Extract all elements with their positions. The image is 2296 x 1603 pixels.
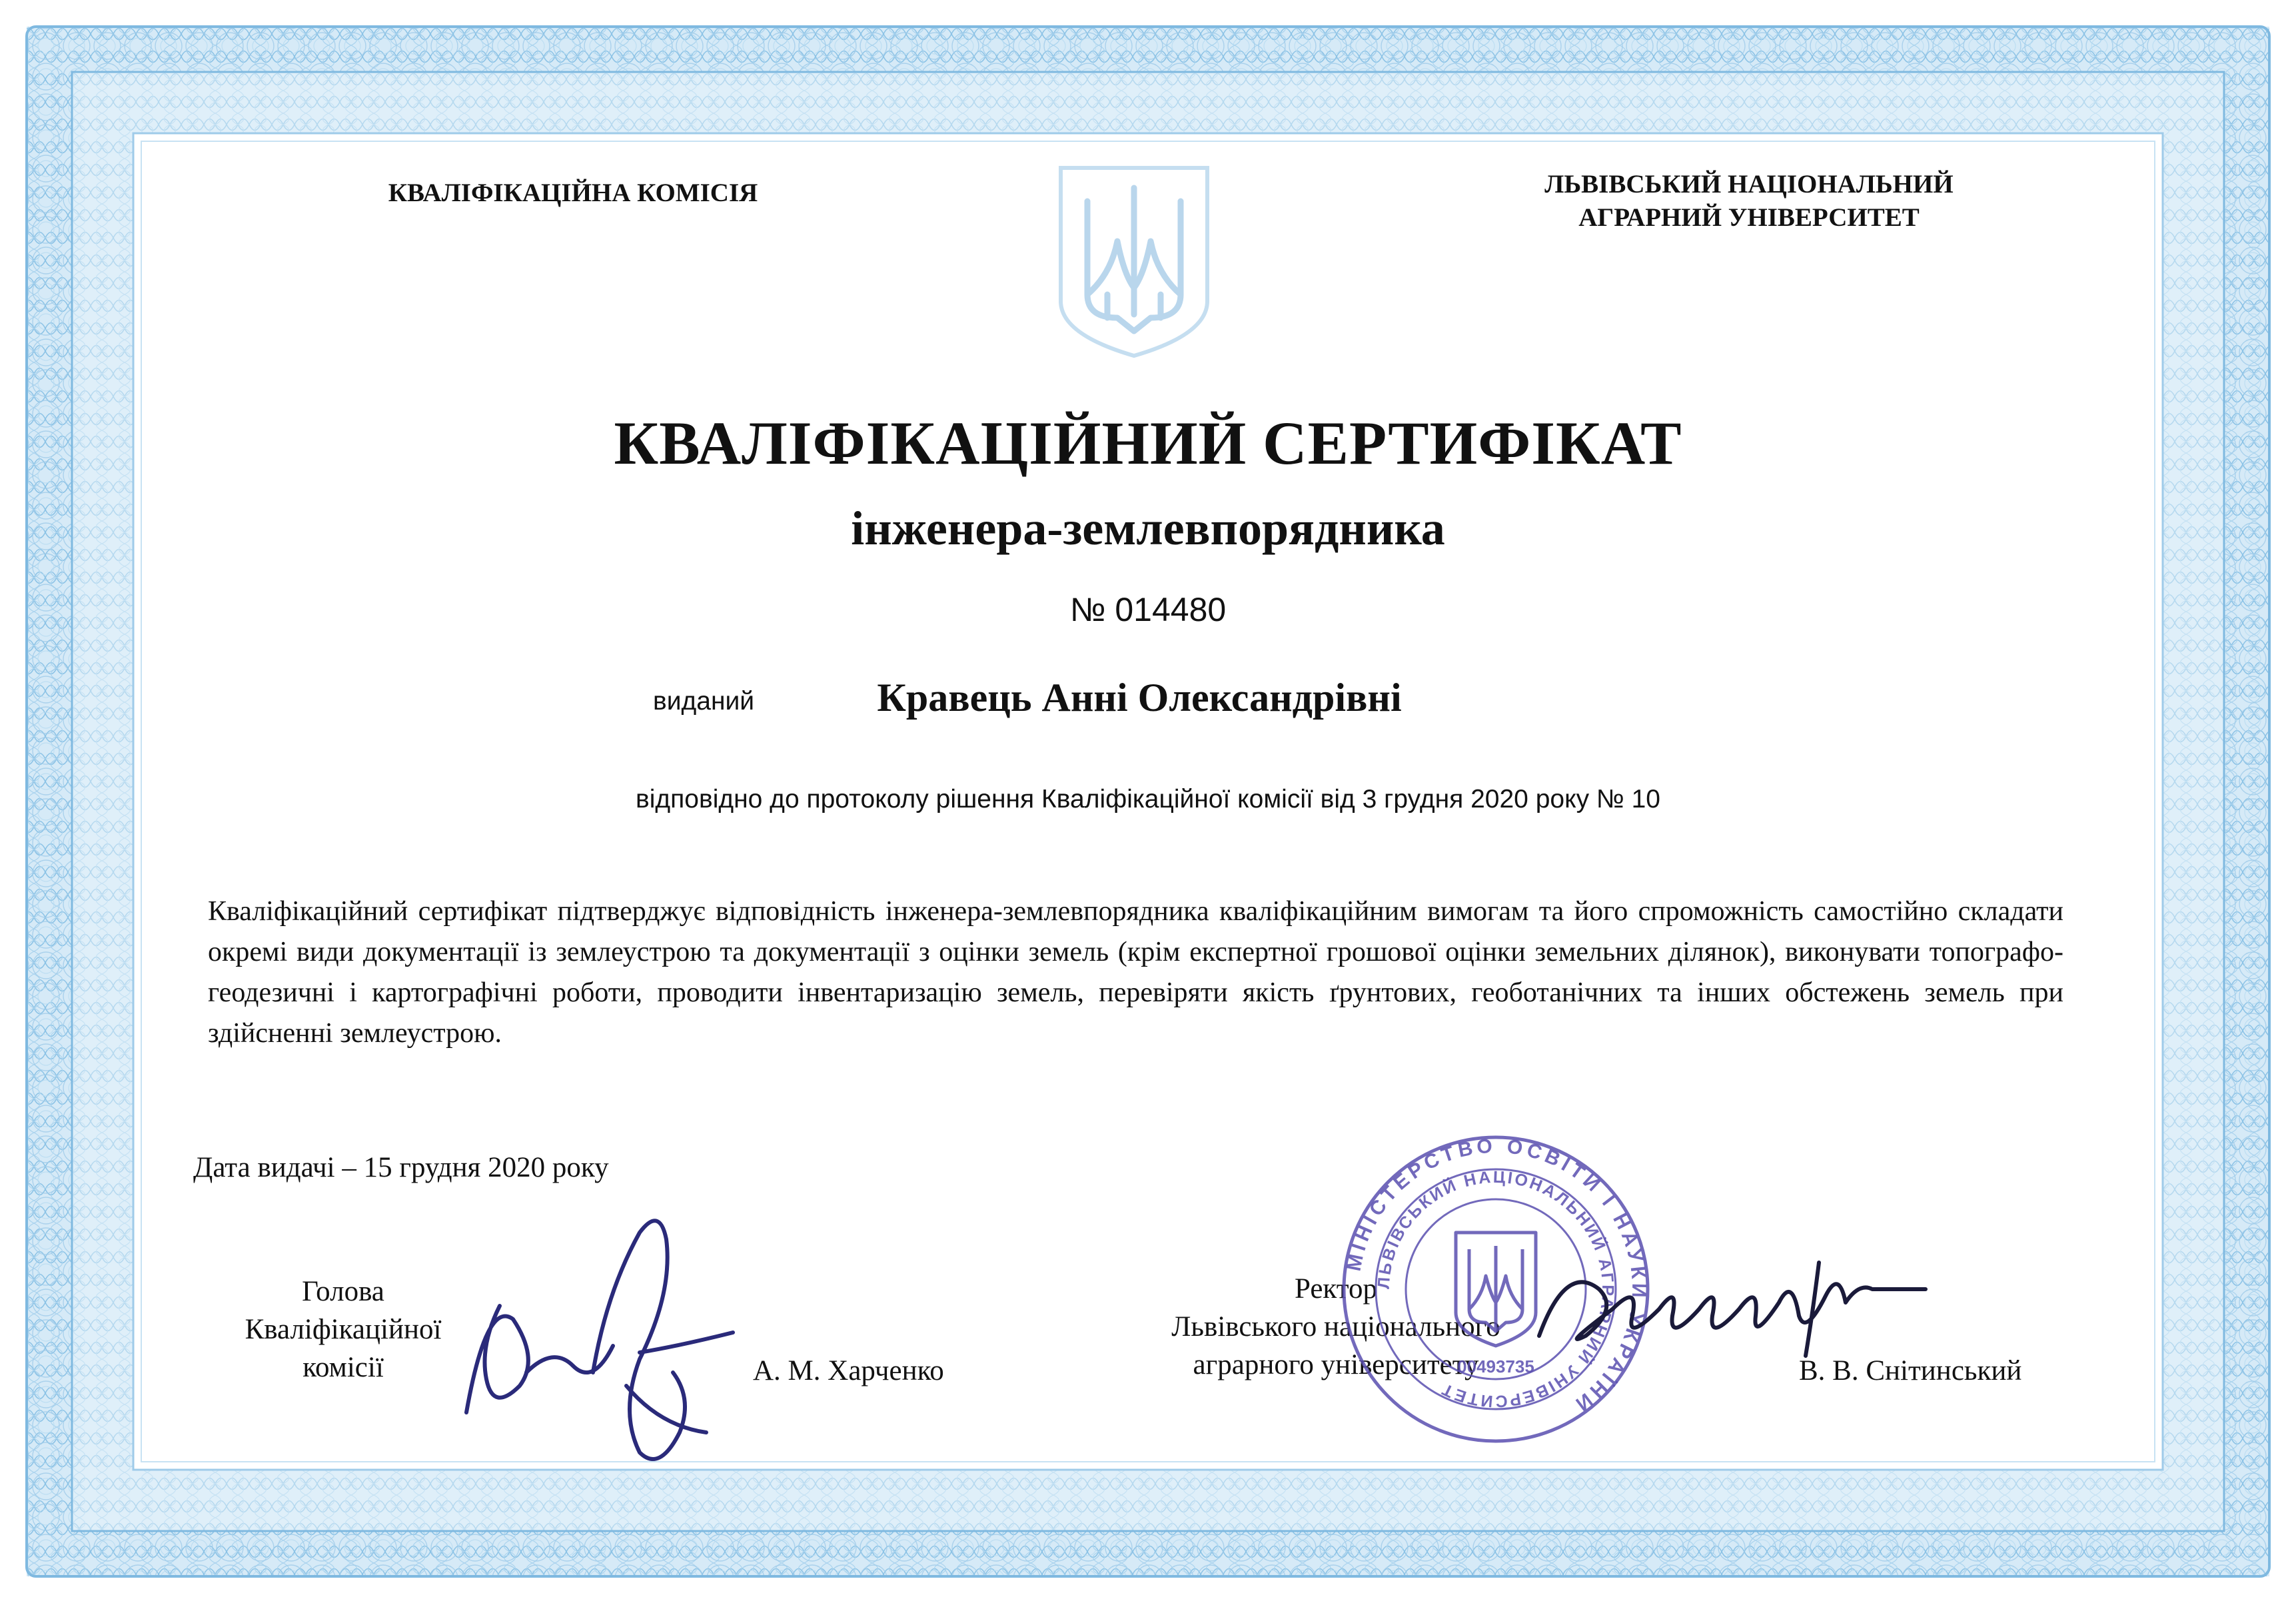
seal-outer-text: МІНІСТЕРСТВО ОСВІТИ І НАУКИ УКРАЇНИ: [1343, 1135, 1650, 1418]
certificate-body: Кваліфікаційний сертифікат підтверджує відповідність інженера-землевпорядника кваліфікаційним вимогам та його спроможність самостійно складати окремі види документації із землеустрою та документації з оцінки земель (крім експертної грошової оцінки земельних ділянок), виконувати топографо-геодезичні і картографічні роботи, проводити інвентаризацію земель, перевіряти якість ґрунтових, геоботанічних та інших обстежень земель при здійсненні землеустрою.: [208, 896, 2063, 1049]
rector-title-line1: Ректор: [1295, 1273, 1377, 1305]
rector-name: В. В. Снітинський: [1799, 1355, 2022, 1386]
commission-head-title-line1: Голова: [302, 1276, 384, 1307]
certificate-subtitle: інженера-землевпорядника: [851, 502, 1445, 555]
issued-label: виданий: [653, 687, 755, 716]
seal-inner-text: ЛЬВІВСЬКИЙ НАЦІОНАЛЬНИЙ АГРАРНИЙ УНІВЕРСИТЕТ: [1374, 1167, 1618, 1411]
protocol-reference: відповідно до протоколу рішення Кваліфікаційної комісії від 3 грудня 2020 року № 10: [636, 785, 1660, 813]
commission-head-signature: [440, 1213, 746, 1479]
commission-header: КВАЛІФІКАЦІЙНА КОМІСІЯ: [388, 179, 758, 207]
issue-date: Дата видачі – 15 грудня 2020 року: [193, 1152, 609, 1183]
tryzub-emblem-watermark: [1054, 161, 1214, 361]
recipient-name: Кравець Анні Олександрівні: [877, 676, 1402, 720]
university-header-line2: АГРАРНИЙ УНІВЕРСИТЕТ: [1578, 203, 1920, 232]
commission-head-title-line3: комісії: [302, 1352, 384, 1383]
certificate-title: КВАЛІФІКАЦІЙНИЙ СЕРТИФІКАТ: [614, 409, 1682, 477]
rector-title-line2: Львівського національного: [1171, 1311, 1500, 1342]
university-header-line1: ЛЬВІВСЬКИЙ НАЦІОНАЛЬНИЙ: [1544, 170, 1954, 199]
rector-signature: [1526, 1236, 1939, 1362]
rector-title-line3: аграрного університету: [1193, 1349, 1479, 1380]
seal-code: 00493735: [1457, 1356, 1534, 1376]
commission-head-name: А. М. Харченко: [753, 1355, 944, 1386]
certificate-number: № 014480: [1069, 591, 1227, 628]
commission-head-title-line2: Кваліфікаційної: [245, 1314, 442, 1345]
